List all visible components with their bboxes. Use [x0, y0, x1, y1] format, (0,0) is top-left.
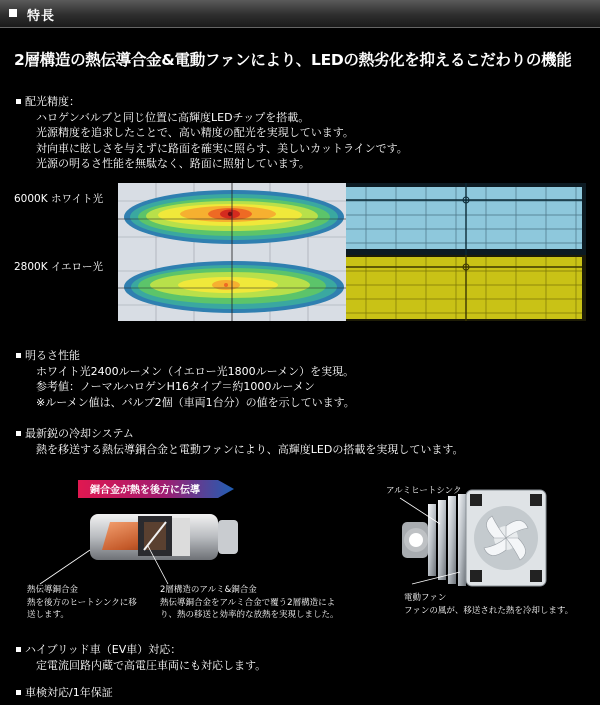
alloy-callout-title: 2層構造のアルミ&銅合金 — [160, 585, 257, 595]
headline: 2層構造の熱伝導合金&電動ファンにより、LEDの熱劣化を抑えるこだわりの機能 — [14, 51, 572, 69]
heatsink-label: アルミヒートシンク — [386, 486, 462, 496]
white-beam-isolux-diagram — [118, 183, 346, 255]
light-distribution-heading: 配光精度： — [25, 95, 80, 108]
white-light-label: 6000K ホワイト光 — [14, 193, 104, 205]
bullet-icon — [16, 431, 21, 436]
light-distribution-line: 光源の明るさ性能を無駄なく、路面に照射しています。 — [36, 157, 310, 170]
copper-callout-title: 熱伝導銅合金 — [27, 585, 79, 595]
copper-callout — [27, 584, 137, 622]
brightness-line: ※ルーメン値は、バルブ2個（車両1台分）の値を示しています。 — [36, 395, 355, 409]
section-header-bar — [0, 0, 600, 28]
section-title: 特長 — [27, 9, 56, 24]
brightness-heading: 明るさ性能 — [25, 349, 80, 362]
brightness-line: 参考値：ノーマルハロゲンH16タイプ＝約1000ルーメン — [36, 380, 315, 393]
copper-conduction-banner-text: 銅合金が熱を後方に伝導 — [90, 485, 200, 496]
alloy-callout — [160, 584, 339, 622]
cooling-heading: 最新鋭の冷却システム — [25, 427, 134, 440]
inspection-heading: 車検対応/1年保証 — [25, 686, 113, 699]
hybrid-section — [16, 642, 266, 673]
alloy-callout-desc: 熱伝導銅合金をアルミ合金で覆う2層構造によ — [160, 597, 336, 608]
yellow-beam-isolux-diagram — [118, 255, 346, 321]
alloy-callout-desc: り、熱の移送と効率的な放熱を実現しました。 — [160, 610, 339, 620]
brightness-section — [16, 348, 355, 410]
copper-callout-desc: 熱を後方のヒートシンクに移 — [27, 597, 137, 608]
bullet-icon — [16, 99, 21, 104]
bullet-icon — [16, 353, 21, 358]
hybrid-heading: ハイブリッド車（EV車）対応： — [25, 643, 182, 656]
fan-callout — [404, 592, 573, 617]
cooling-section — [16, 426, 463, 457]
header-square-icon — [9, 9, 17, 17]
white-beam-projection-image — [346, 183, 586, 255]
bullet-icon — [16, 690, 21, 695]
copper-callout-desc: 送します。 — [27, 610, 69, 620]
hybrid-line: 定電流回路内蔵で高電圧車両にも対応します。 — [36, 658, 267, 672]
fan-callout-desc: ファンの風が、移送された熱を冷却します。 — [404, 605, 574, 616]
light-distribution-line: 対向車に眩しさを与えずに路面を確実に照らす、美しいカットラインです。 — [36, 141, 408, 155]
light-distribution-line: 光源精度を追求したことで、高い精度の配光を実現しています。 — [36, 126, 354, 139]
light-distribution-line: ハロゲンバルブと同じ位置に高輝度LEDチップを搭載。 — [36, 110, 310, 124]
yellow-beam-projection-image — [346, 255, 586, 321]
brightness-line: ホワイト光2400ルーメン（イエロー光1800ルーメン）を実現。 — [36, 364, 355, 378]
inspection-section — [16, 685, 113, 701]
cooling-line: 熱を移送する熱伝導銅合金と電動ファンにより、高輝度LEDの搭載を実現しています。 — [36, 442, 464, 456]
yellow-light-label: 2800K イエロー光 — [14, 261, 104, 273]
bullet-icon — [16, 647, 21, 652]
light-distribution-section — [16, 94, 408, 172]
fan-callout-title: 電動ファン — [404, 593, 447, 603]
callout-leader-lines — [0, 480, 600, 590]
